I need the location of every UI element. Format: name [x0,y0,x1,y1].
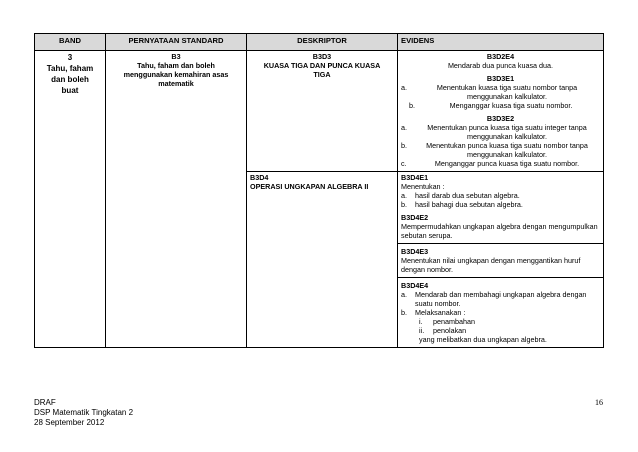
evidence-item [401,83,600,101]
evidence-item [401,101,600,110]
item-marker: c. [401,159,407,168]
item-marker: a. [401,191,407,200]
evidence-item [401,123,600,141]
evidence-block [401,114,600,168]
evidence-cell-b3d3 [398,51,604,172]
band-cell [35,51,106,348]
evidence-closing: yang melibatkan dua ungkapan algebra. [419,335,547,344]
item-text: Menentukan punca kuasa tiga suatu integer tanpa menggunakan kalkulator. [427,123,587,141]
evidence-item [401,141,600,159]
evidence-block [401,52,600,70]
evidence-item [401,290,600,308]
evidence-block [398,277,603,347]
descriptor-code: B3D4 [250,173,269,182]
item-marker: b. [401,200,407,209]
standard-cell [106,51,247,348]
item-text: Menganggar punca kuasa tiga suatu nombor. [434,159,580,168]
evidence-subitem [401,326,600,335]
item-text: Menentukan punca kuasa tiga suatu nombor tanpa menggunakan kalkulator. [426,141,588,159]
item-text: Menganggar kuasa tiga suatu nombor. [449,101,573,110]
evidence-block [401,173,600,243]
evidence-code: B3D3E2 [486,114,515,123]
item-marker: b. [409,101,415,110]
evidence-intro: Menentukan : [401,182,445,191]
item-text: hasil darab dua sebutan algebra. [415,191,520,200]
evidence-item [401,308,600,317]
subitem-marker: i. [419,317,423,326]
item-text: Melaksanakan : [415,308,466,317]
evidence-item [401,159,600,168]
descriptor-text: KUASA TIGA DAN PUNCA KUASA TIGA [263,61,381,79]
table-row [35,51,604,172]
item-marker: b. [401,141,407,150]
header-band: BAND [35,34,106,51]
evidence-code: B3D4E1 [401,173,429,182]
standard-text: Tahu, faham dan boleh menggunakan kemahiran asas matematik [123,61,229,88]
item-marker: a. [401,290,407,299]
descriptor-cell-b3d4 [247,172,398,348]
evidence-intro: Mempermudahkan ungkapan algebra dengan mengumpulkan sebutan serupa. [401,222,598,240]
subitem-text: penolakan [433,326,467,335]
header-standard: PERNYATAAN STANDARD [106,34,247,51]
band-label-line: dan boleh [51,75,89,84]
evidence-subitem [401,317,600,326]
footer-doc-title: DSP Matematik Tingkatan 2 [34,408,134,417]
item-text: Mendarab dan membahagi ungkapan algebra dengan suatu nombor. [415,290,587,308]
item-text: Menentukan kuasa tiga suatu nombor tanpa menggunakan kalkulator. [436,83,578,101]
evidence-code: B3D4E3 [401,247,429,256]
band-number: 3 [67,53,73,62]
band-label-line: buat [61,86,79,95]
evidence-item [401,200,600,209]
page-footer [34,398,133,428]
band-label-line: Tahu, faham [46,64,94,73]
subitem-text: penambahan [433,317,475,326]
item-marker: a. [401,83,407,92]
descriptor-cell-b3d3 [247,51,398,172]
evidence-code: B3D4E4 [401,281,429,290]
descriptor-text: OPERASI UNGKAPAN ALGEBRA II [250,182,369,191]
header-descriptor: DESKRIPTOR [247,34,398,51]
evidence-item [401,191,600,200]
subitem-marker: ii. [419,326,425,335]
footer-date: 28 September 2012 [34,418,105,427]
evidence-cell-b3d4 [398,172,604,348]
item-text: hasil bahagi dua sebutan algebra. [415,200,523,209]
header-evidence: EVIDENS [398,34,604,51]
evidence-text: Mendarab dua punca kuasa dua. [447,61,554,70]
item-marker: b. [401,308,407,317]
descriptor-code: B3D3 [312,52,332,61]
evidence-code: B3D3E1 [486,74,515,83]
standard-code: B3 [171,52,181,61]
header-row [35,34,604,51]
evidence-block [398,243,603,277]
evidence-code: B3D2E4 [486,52,515,61]
evidence-block [401,74,600,110]
item-marker: a. [401,123,407,132]
evidence-code: B3D4E2 [401,213,429,222]
evidence-intro: Menentukan nilai ungkapan dengan menggantikan huruf dengan nombor. [401,256,581,274]
standards-table [34,33,604,348]
page-number: 16 [595,398,603,407]
footer-draft: DRAF [34,398,56,407]
